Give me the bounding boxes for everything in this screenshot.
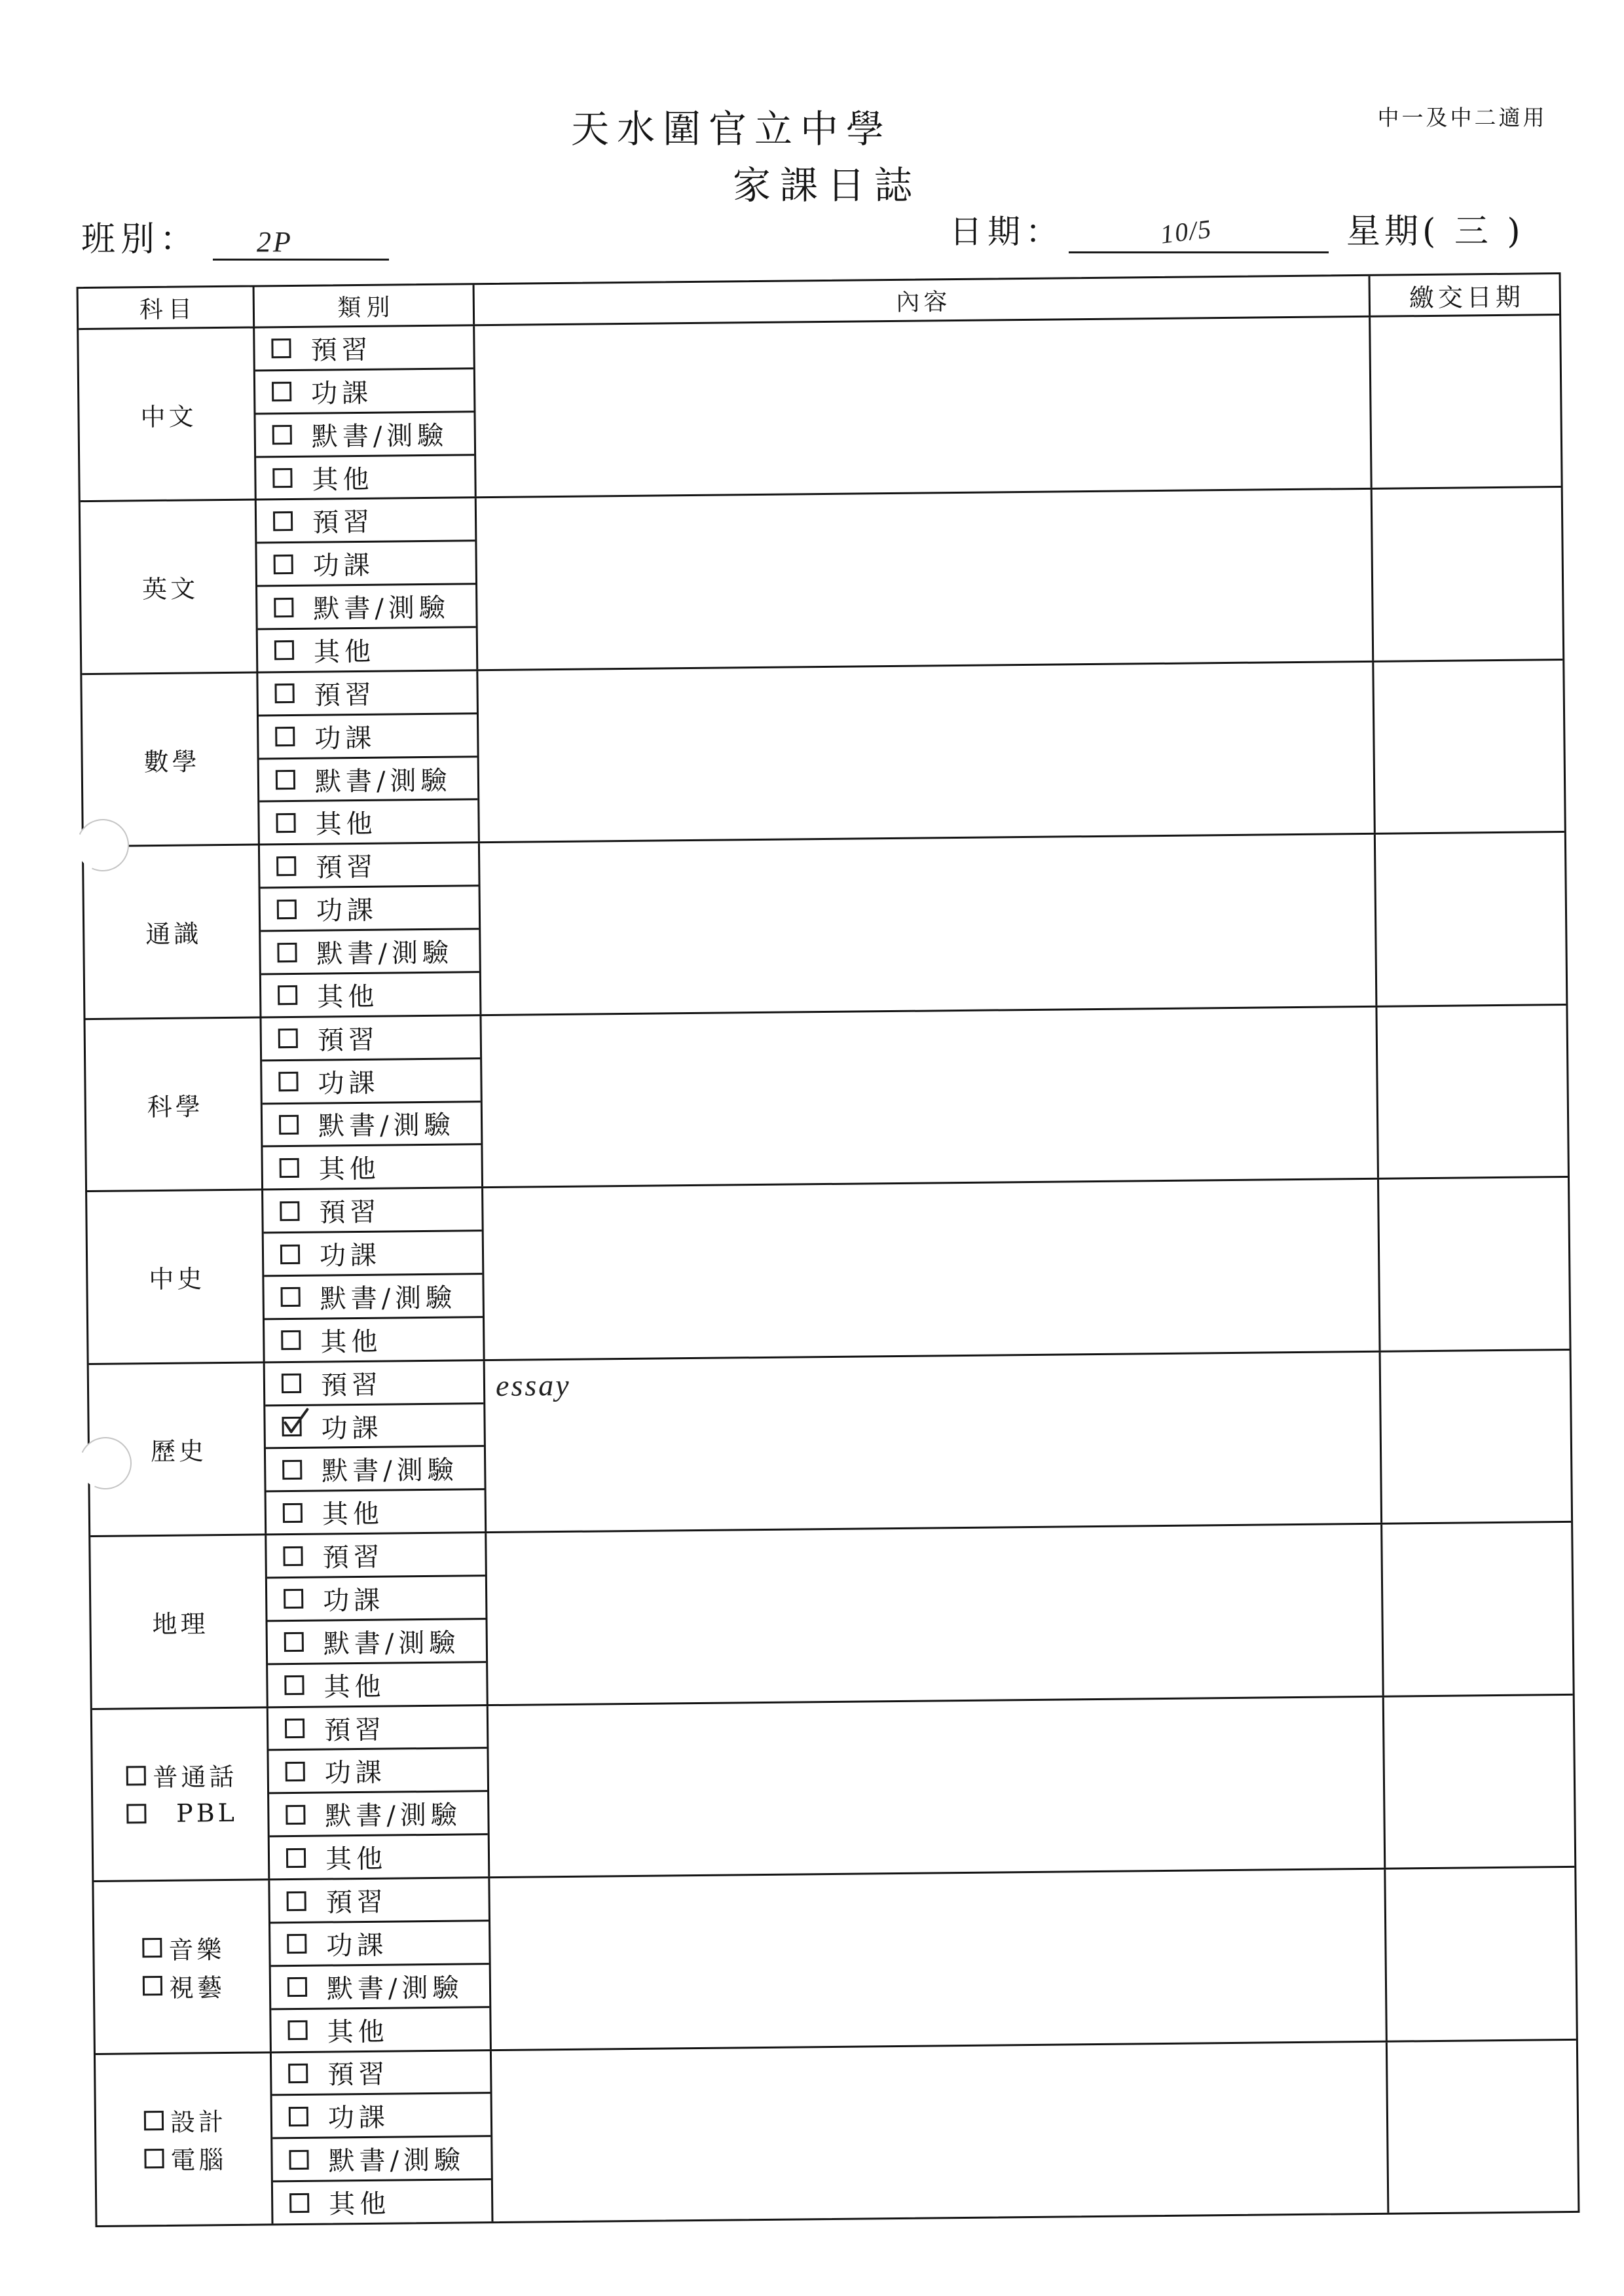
category-option-dictation-test	[266, 1448, 485, 1493]
subject-name: 通識	[145, 919, 202, 949]
checkbox[interactable]	[271, 338, 291, 358]
checkbox-checked[interactable]	[282, 1417, 301, 1436]
category-option-dictation-test	[261, 930, 479, 975]
date-value-handwriting: 10/5	[1158, 213, 1214, 249]
content-cell[interactable]	[477, 490, 1374, 669]
category-label: 其他	[318, 1154, 380, 1185]
date-label: 日期：	[950, 213, 1063, 251]
category-label: 預習	[319, 1197, 381, 1228]
content-cell[interactable]	[492, 2042, 1389, 2221]
checkbox[interactable]	[280, 1244, 300, 1264]
checkbox[interactable]	[286, 1762, 305, 1781]
category-option-dictation-test	[268, 1620, 487, 1665]
subject-name-group	[143, 740, 200, 778]
check-mark-icon	[280, 1407, 310, 1437]
subject-name-group	[147, 1085, 204, 1123]
checkbox[interactable]	[276, 813, 295, 833]
subject-row-chinese-history	[87, 1178, 1569, 1365]
submit-date-cell[interactable]	[1386, 1868, 1576, 2040]
subject-checkbox[interactable]	[144, 2149, 164, 2168]
category-label: 功課	[322, 1585, 385, 1616]
category-label: 功課	[327, 2102, 390, 2134]
category-option-preview	[255, 326, 473, 371]
subject-row-putonghua-pbl	[92, 1696, 1574, 1883]
subject-name: 中史	[149, 1264, 206, 1294]
category-option-homework	[262, 1059, 481, 1104]
checkbox[interactable]	[281, 1287, 301, 1307]
subject-name-group	[145, 913, 202, 951]
category-option-dictation-test	[263, 1102, 481, 1148]
checkbox[interactable]	[287, 1934, 306, 1954]
category-label: 預習	[322, 1542, 384, 1573]
category-option-preview	[260, 844, 479, 889]
checkbox[interactable]	[278, 1029, 298, 1048]
subject-row-music-visual-arts	[94, 1868, 1576, 2055]
category-option-preview	[265, 1361, 484, 1406]
category-option-preview	[270, 1878, 489, 1923]
category-option-dictation-test	[264, 1275, 483, 1320]
class-fill-line[interactable]	[213, 217, 389, 261]
category-option-others	[258, 628, 477, 671]
checkbox[interactable]	[289, 2149, 308, 2169]
category-cell	[263, 1188, 485, 1361]
category-cell	[270, 1878, 492, 2051]
category-label: 默書/測驗	[316, 938, 454, 970]
category-option-dictation-test	[259, 757, 478, 803]
header-subject: 科目	[79, 287, 255, 328]
category-label: 預習	[316, 852, 378, 883]
checkbox[interactable]	[287, 2020, 307, 2040]
homework-table	[77, 272, 1580, 2227]
category-label: 默書/測驗	[323, 1628, 460, 1660]
category-label: 其他	[312, 464, 374, 496]
subject-name: 中文	[140, 402, 197, 431]
subject-cell	[86, 1018, 264, 1190]
subject-name-group	[126, 1756, 238, 1833]
checkbox[interactable]	[288, 2064, 308, 2083]
subject-name-group	[142, 1928, 225, 2005]
category-cell	[257, 499, 479, 672]
category-option-homework	[265, 1404, 484, 1449]
subject-checkbox[interactable]	[127, 1804, 147, 1823]
checkbox[interactable]	[284, 1675, 304, 1695]
class-value-handwriting: 2P	[257, 226, 293, 258]
checkbox[interactable]	[285, 1719, 304, 1738]
subject-row-geography	[90, 1523, 1572, 1710]
category-label: 默書/測驗	[325, 1800, 462, 1832]
category-option-dictation-test	[269, 1792, 488, 1837]
category-option-dictation-test	[255, 412, 474, 458]
subject-cell	[94, 1880, 272, 2052]
subject-name-group	[142, 568, 199, 606]
category-label: 默書/測驗	[318, 1110, 455, 1142]
category-option-others	[271, 2008, 490, 2051]
content-cell[interactable]	[478, 663, 1375, 842]
submit-date-cell[interactable]	[1377, 1006, 1568, 1178]
subject-cell	[90, 1536, 268, 1708]
category-option-dictation-test	[271, 1965, 490, 2010]
subject-name: 音樂	[168, 1935, 225, 1965]
subject-cell	[79, 328, 257, 500]
category-option-preview	[263, 1188, 482, 1233]
checkbox[interactable]	[289, 2107, 308, 2126]
checkbox[interactable]	[277, 900, 297, 919]
category-label: 默書/測驗	[313, 592, 451, 625]
category-option-preview	[257, 499, 475, 544]
category-label: 預習	[320, 1370, 383, 1401]
subject-line	[143, 740, 200, 778]
subject-row-science	[86, 1006, 1568, 1193]
category-option-others	[267, 1490, 485, 1533]
subject-name: PBL	[175, 1798, 238, 1828]
checkbox[interactable]	[284, 1632, 304, 1652]
category-label: 其他	[315, 809, 377, 841]
checkbox[interactable]	[284, 1589, 303, 1609]
submit-date-cell[interactable]	[1388, 2040, 1578, 2212]
checkbox[interactable]	[280, 1158, 299, 1178]
category-label: 預習	[314, 680, 376, 711]
subject-name-group	[151, 1430, 208, 1468]
subject-name: 英文	[141, 574, 199, 604]
checkbox[interactable]	[272, 468, 292, 488]
category-label: 其他	[323, 1671, 386, 1703]
category-label: 其他	[325, 1844, 388, 1875]
content-cell[interactable]	[489, 1697, 1386, 1876]
checkbox[interactable]	[275, 683, 295, 703]
subject-line	[143, 1966, 226, 2005]
subject-name-group	[144, 2101, 227, 2178]
category-option-preview	[267, 1533, 485, 1578]
checkbox[interactable]	[281, 1330, 301, 1350]
school-name: 天水圍官立中學	[571, 107, 893, 151]
category-option-preview	[272, 2051, 490, 2096]
category-option-homework	[255, 369, 474, 414]
subject-name-group	[149, 1258, 206, 1296]
form-title: 家課日誌	[732, 163, 921, 208]
checkbox[interactable]	[278, 985, 297, 1005]
subject-row-chinese	[79, 316, 1560, 503]
category-option-homework	[272, 2094, 491, 2139]
category-label: 功課	[314, 723, 377, 754]
checkbox[interactable]	[275, 727, 295, 746]
subject-cell	[92, 1708, 270, 1880]
category-label: 其他	[316, 981, 379, 1013]
subject-name: 科學	[147, 1091, 204, 1121]
subject-line	[127, 1794, 238, 1833]
applicability-note: 中一及中二適用	[1377, 105, 1547, 130]
checkbox[interactable]	[286, 1848, 306, 1867]
checkbox[interactable]	[282, 1460, 302, 1480]
subject-row-liberal-studies	[84, 833, 1566, 1020]
category-label: 預習	[312, 507, 375, 539]
category-option-others	[270, 1835, 489, 1878]
category-cell	[262, 1016, 484, 1189]
class-label: 班別：	[81, 220, 200, 259]
category-label: 默書/測驗	[326, 1973, 464, 2005]
subject-line	[142, 1928, 225, 1967]
submit-date-cell[interactable]	[1382, 1523, 1573, 1695]
checkbox[interactable]	[276, 770, 295, 790]
category-label: 其他	[327, 2016, 389, 2048]
checkbox[interactable]	[274, 555, 293, 574]
category-label: 預習	[323, 1715, 386, 1746]
subject-line	[126, 1756, 238, 1795]
subject-line	[144, 2139, 227, 2178]
subject-line	[140, 395, 197, 434]
header-content: 內容	[475, 276, 1371, 324]
subject-cell	[96, 2053, 274, 2225]
category-option-others	[273, 2180, 492, 2223]
category-option-preview	[258, 671, 477, 716]
header-category: 類別	[255, 285, 475, 326]
category-option-homework	[270, 1922, 489, 1967]
category-label: 其他	[313, 636, 376, 668]
content-cell[interactable]	[490, 1870, 1387, 2049]
submit-date-cell[interactable]	[1381, 1351, 1572, 1523]
content-cell[interactable]	[483, 1180, 1380, 1359]
submit-date-cell[interactable]	[1373, 488, 1563, 660]
category-option-homework	[267, 1576, 486, 1622]
category-option-dictation-test	[257, 585, 476, 630]
submit-date-cell[interactable]	[1371, 316, 1561, 488]
category-cell	[260, 844, 482, 1017]
subject-row-english	[81, 488, 1562, 675]
subject-name: 歷史	[150, 1436, 208, 1467]
category-label: 功課	[324, 1758, 387, 1789]
subject-checkbox[interactable]	[142, 1938, 162, 1958]
category-label: 默書/測驗	[322, 1455, 458, 1487]
subject-line	[142, 568, 199, 606]
subject-name: 設計	[170, 2107, 227, 2138]
checkbox[interactable]	[273, 511, 293, 531]
checkbox[interactable]	[287, 1891, 306, 1910]
subject-name: 視藝	[168, 1973, 226, 2003]
category-option-homework	[261, 886, 479, 932]
subject-checkbox[interactable]	[126, 1766, 146, 1785]
category-option-preview	[268, 1706, 487, 1751]
weekday-field: 星期( 三 )	[1346, 212, 1524, 251]
checkbox[interactable]	[278, 1072, 298, 1091]
category-label: 默書/測驗	[314, 765, 452, 797]
subject-name: 數學	[143, 746, 200, 776]
category-label: 默書/測驗	[328, 2145, 466, 2177]
checkbox[interactable]	[274, 598, 293, 617]
subject-checkbox[interactable]	[143, 1976, 162, 1995]
subject-row-history	[89, 1351, 1571, 1538]
category-label: 默書/測驗	[311, 420, 449, 452]
checkbox[interactable]	[272, 382, 291, 401]
subject-cell	[81, 501, 259, 673]
category-cell	[255, 326, 477, 499]
content-cell[interactable]	[485, 1352, 1382, 1531]
subject-name: 普通話	[153, 1762, 238, 1793]
checkbox[interactable]	[274, 640, 294, 660]
subject-name: 地理	[152, 1609, 209, 1639]
category-option-others	[261, 973, 480, 1016]
table-body	[79, 316, 1578, 2225]
subject-name-group	[152, 1603, 209, 1641]
category-option-others	[265, 1318, 483, 1361]
category-option-others	[263, 1146, 481, 1189]
content-cell[interactable]	[481, 1008, 1378, 1187]
category-cell	[258, 671, 480, 844]
checkbox[interactable]	[283, 1546, 303, 1565]
category-label: 預習	[327, 2060, 390, 2090]
submit-date-cell[interactable]	[1376, 833, 1566, 1005]
subject-line	[152, 1603, 209, 1641]
content-cell[interactable]	[475, 318, 1372, 497]
category-label: 功課	[318, 1068, 380, 1099]
category-option-homework	[259, 714, 477, 759]
checkbox[interactable]	[289, 2193, 309, 2212]
category-option-preview	[262, 1016, 481, 1061]
category-cell	[272, 2051, 494, 2224]
subject-name-group	[140, 395, 197, 434]
category-cell	[267, 1533, 489, 1706]
checkbox[interactable]	[277, 942, 297, 962]
category-option-others	[259, 801, 478, 844]
checkbox[interactable]	[279, 1115, 299, 1135]
subject-row-design-computer	[96, 2040, 1578, 2225]
subject-cell	[84, 846, 262, 1018]
checkbox[interactable]	[283, 1503, 303, 1523]
category-option-homework	[264, 1231, 483, 1277]
category-label: 功課	[326, 1930, 388, 1961]
checkbox[interactable]	[287, 1977, 307, 1997]
content-handwriting: essay	[495, 1368, 571, 1402]
checkbox[interactable]	[276, 856, 296, 876]
category-label: 功課	[321, 1413, 383, 1444]
subject-line	[149, 1258, 206, 1296]
category-cell	[265, 1361, 487, 1534]
content-cell[interactable]	[487, 1525, 1384, 1704]
subject-line	[145, 913, 202, 951]
submit-date-cell[interactable]	[1379, 1178, 1570, 1350]
category-label: 預習	[317, 1025, 380, 1056]
category-option-others	[256, 456, 475, 499]
category-label: 其他	[322, 1499, 384, 1530]
subject-line	[151, 1430, 208, 1468]
category-cell	[268, 1706, 490, 1879]
category-label: 默書/測驗	[320, 1283, 457, 1315]
category-label: 功課	[310, 378, 373, 409]
content-cell[interactable]	[480, 835, 1377, 1014]
category-label: 功課	[319, 1240, 382, 1271]
category-option-others	[268, 1663, 487, 1706]
category-label: 預習	[310, 335, 373, 366]
subject-cell	[87, 1191, 265, 1363]
category-option-homework	[268, 1749, 487, 1795]
subject-name: 電腦	[170, 2145, 227, 2176]
subject-checkbox[interactable]	[144, 2111, 164, 2130]
category-label: 其他	[320, 1326, 382, 1358]
category-label: 功課	[312, 550, 375, 581]
category-label: 預習	[325, 1887, 388, 1918]
checkbox[interactable]	[282, 1374, 301, 1393]
category-label: 功課	[316, 895, 378, 926]
subject-line	[144, 2101, 227, 2140]
category-option-dictation-test	[272, 2137, 491, 2182]
subject-row-mathematics	[82, 661, 1564, 848]
checkbox[interactable]	[280, 1201, 299, 1221]
checkbox[interactable]	[286, 1805, 305, 1825]
header-submit-date: 繳交日期	[1409, 282, 1525, 312]
submit-date-cell[interactable]	[1384, 1696, 1575, 1868]
category-option-homework	[257, 542, 475, 587]
checkbox[interactable]	[272, 425, 292, 445]
subject-line	[147, 1085, 204, 1123]
category-label: 其他	[328, 2189, 391, 2220]
submit-date-cell[interactable]	[1374, 661, 1564, 833]
